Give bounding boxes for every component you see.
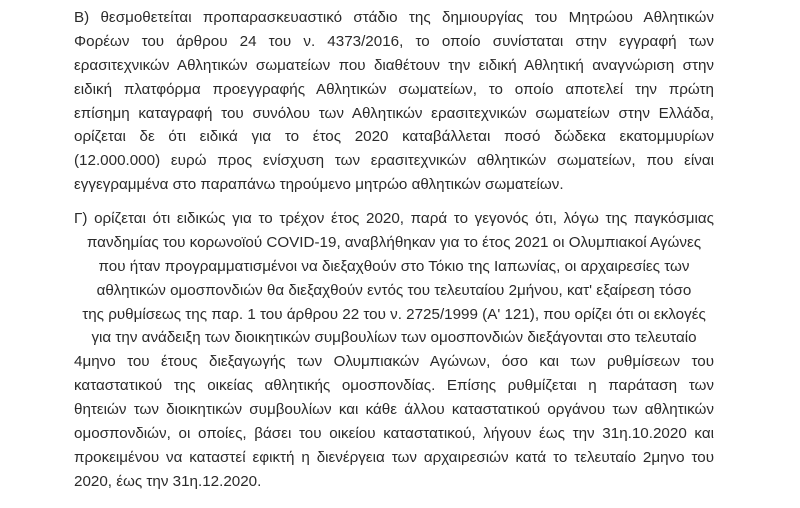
paragraph-g-line: που ήταν προγραμματισμένοι να διεξαχθούν στο Τόκιο της Ιαπωνίας, οι αρχαιρεσίες των [98, 257, 690, 275]
paragraph-g-line: της ρυθμίσεως της παρ. 1 του άρθρου 22 του ν. 2725/1999 (Α' 121), που ορίζει ότι οι εκλογές [82, 305, 706, 323]
paragraph-b-line: ειδική πλατφόρμα προεγγραφής Αθλητικών σωματείων, το οποίο αποτελεί την πρώτη [74, 80, 714, 98]
paragraph-g-line: καταστατικού της οικείας αθλητικής ομοσπονδίας. Επίσης ρυθμίζεται η παράταση των [74, 377, 714, 395]
paragraph-g-line: ομοσπονδιών, οι οποίες, βάσει του οικείου καταστατικού, λήγουν έως την 31η.10.2020 και [74, 425, 714, 443]
paragraph-g-line: προκειμένου να καταστεί εφικτή η διενέργεια των αρχαιρεσιών κατά το τελευταίο 2μηνο του [74, 448, 714, 466]
paragraph-b-line: Φορέων του άρθρου 24 του ν. 4373/2016, το οποίο συνίσταται στην εγγραφή των [74, 32, 714, 50]
paragraph-g-line: Γ) ορίζεται ότι ειδικώς για το τρέχον έτος 2020, παρά το γεγονός ότι, λόγω της παγκόσμιας [74, 210, 714, 227]
paragraph-b-line: επίσημη καταγραφή του συνόλου των Αθλητικών ερασιτεχνικών σωματείων στην Ελλάδα, [74, 104, 714, 122]
paragraph-b-line: (12.000.000) ευρώ προς ενίσχυση των ερασιτεχνικών αθλητικών σωματείων, που είναι [74, 152, 714, 170]
paragraph-b-line: εγγεγραμμένα στο παραπάνω τηρούμενο μητρώο αθλητικών σωματείων. [74, 176, 564, 194]
paragraph-b-line: ερασιτεχνικών Αθλητικών σωματείων που διαθέτουν την ειδική Αθλητική αναγνώριση στην [74, 56, 714, 74]
paragraph-g-line: για την ανάδειξη των διοικητικών συμβουλίων των ομοσπονδιών διεξάγονται στο τελευταίο [91, 329, 697, 347]
paragraph-g [74, 207, 714, 494]
paragraph-g-line: 4μηνο του έτους διεξαγωγής των Ολυμπιακών Αγώνων, όσο και των ρυθμίσεων του [74, 353, 714, 371]
paragraph-b-line: ορίζεται δε ότι ειδικά για το έτος 2020 καταβάλλεται ποσό δώδεκα εκατομμυρίων [74, 128, 714, 146]
paragraph-b-line: Β) θεσμοθετείται προπαρασκευαστικό στάδιο της δημιουργίας του Μητρώου Αθλητικών [74, 9, 714, 26]
paragraph-b [74, 6, 714, 197]
paragraph-g-line: αθλητικών ομοσπονδιών θα διεξαχθούν εντός του τελευταίου 2μήνου, κατ' εξαίρεση τόσο [96, 281, 692, 299]
paragraph-g-line: θητειών των διοικητικών συμβουλίων και κάθε άλλου καταστατικού οργάνου των αθλητικών [74, 401, 714, 419]
paragraph-g-line: πανδημίας του κορωνοϊού COVID-19, αναβλήθηκαν για το έτος 2021 οι Ολυμπιακοί Αγώνες [86, 233, 702, 251]
paragraph-g-line: 2020, έως την 31η.12.2020. [74, 472, 262, 490]
